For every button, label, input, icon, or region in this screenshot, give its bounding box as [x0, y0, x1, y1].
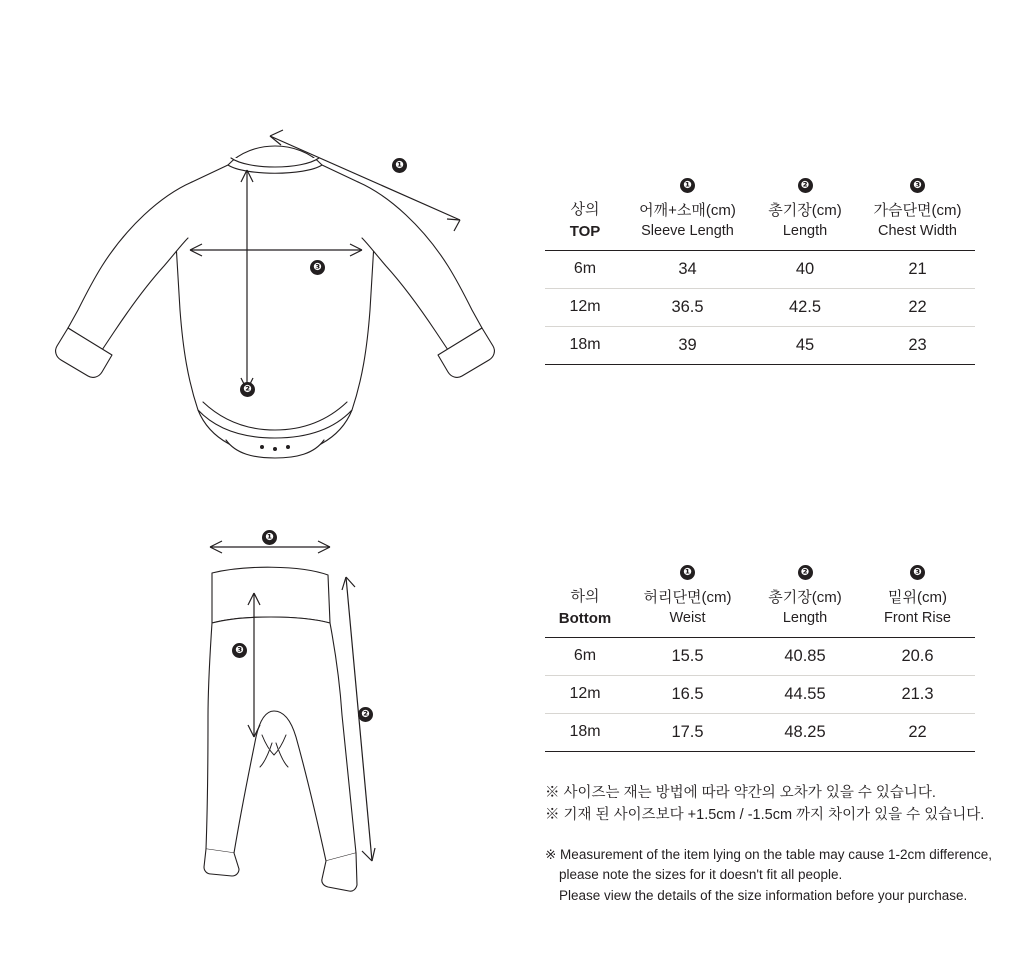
english-note-line-1: ※ Measurement of the item lying on the table may cause 1-2cm difference,	[545, 847, 993, 862]
korean-note-line-1: ※ 사이즈는 재는 방법에 따라 약간의 오차가 있을 수 있습니다.	[545, 785, 936, 801]
bottom-col1-ko: 허리단면(cm)	[643, 588, 732, 606]
english-note-line-2: please note the sizes for it doesn't fit all people.	[559, 867, 843, 883]
top-col1-en: Sleeve Length	[641, 223, 734, 240]
bottom-col2-ko: 총기장(cm)	[768, 588, 842, 606]
top-col2-header	[750, 199, 860, 250]
top-marker-2: ❷	[240, 382, 255, 397]
top-col1-ko: 어깨+소매(cm)	[639, 201, 736, 219]
bottom-marker-3: ❸	[232, 643, 247, 658]
table-row	[545, 637, 975, 675]
bottom-col3-en: Front Rise	[884, 610, 951, 627]
top-marker-3: ❸	[310, 260, 325, 275]
top-row2-sleeve: 36.5	[625, 288, 750, 326]
top-col1-badge	[625, 175, 750, 199]
top-row1-chest: 21	[860, 250, 975, 288]
badge-3: ❸	[910, 178, 925, 193]
bottom-size-table	[545, 562, 975, 752]
table-row	[545, 326, 975, 364]
bottom-col2-badge	[750, 562, 860, 586]
badge-2: ❷	[798, 565, 813, 580]
table-row	[545, 288, 975, 326]
korean-notes	[545, 782, 995, 827]
top-row2-chest: 22	[860, 288, 975, 326]
top-table-corner	[545, 175, 625, 199]
table-row	[545, 675, 975, 713]
top-row2-length: 42.5	[750, 288, 860, 326]
badge-2: ❷	[798, 178, 813, 193]
bottom-row2-waist: 16.5	[625, 675, 750, 713]
bottom-col3-ko: 밑위(cm)	[888, 588, 947, 606]
korean-note-line-2: ※ 기재 된 사이즈보다 +1.5cm / -1.5cm 까지 차이가 있을 수 있습니다.	[545, 807, 985, 824]
bottom-category-ko: 하의	[570, 588, 600, 605]
top-col2-ko: 총기장(cm)	[768, 201, 842, 219]
badge-3: ❸	[910, 565, 925, 580]
bottom-col2-en: Length	[782, 610, 828, 627]
top-row2-age: 12m	[545, 288, 625, 326]
top-marker-1: ❶	[392, 158, 407, 173]
top-col3-header	[860, 199, 975, 250]
badge-1: ❶	[680, 565, 695, 580]
top-col2-en: Length	[782, 223, 828, 240]
bodysuit-illustration	[40, 110, 510, 460]
top-col3-en: Chest Width	[878, 223, 957, 240]
table-row	[545, 250, 975, 288]
bottom-category-en: Bottom	[558, 609, 612, 627]
top-row3-chest: 23	[860, 326, 975, 364]
top-category-en: TOP	[569, 222, 601, 240]
english-notes	[545, 845, 1015, 906]
top-col1-header	[625, 199, 750, 250]
bottom-row2-age: 12m	[545, 675, 625, 713]
top-row3-length: 45	[750, 326, 860, 364]
bottom-marker-2: ❷	[358, 707, 373, 722]
bottom-row3-waist: 17.5	[625, 713, 750, 751]
bottom-row2-length: 44.55	[750, 675, 860, 713]
bottom-col3-header	[860, 586, 975, 637]
bottom-row1-waist: 15.5	[625, 637, 750, 675]
top-row3-sleeve: 39	[625, 326, 750, 364]
pants-illustration	[150, 505, 470, 905]
bottom-col1-badge	[625, 562, 750, 586]
top-col3-ko: 가슴단면(cm)	[873, 201, 962, 219]
bottom-row3-rise: 22	[860, 713, 975, 751]
top-category-ko: 상의	[570, 201, 600, 218]
top-col2-badge	[750, 175, 860, 199]
bottom-row3-age: 18m	[545, 713, 625, 751]
top-row1-age: 6m	[545, 250, 625, 288]
top-size-table	[545, 175, 975, 365]
table-row	[545, 713, 975, 751]
bottom-row3-length: 48.25	[750, 713, 860, 751]
bottom-col2-header	[750, 586, 860, 637]
bottom-row2-rise: 21.3	[860, 675, 975, 713]
top-col3-badge	[860, 175, 975, 199]
top-row1-length: 40	[750, 250, 860, 288]
english-note-line-3: Please view the details of the size information before your purchase.	[559, 887, 968, 903]
bottom-category-header	[545, 586, 625, 637]
bottom-row1-length: 40.85	[750, 637, 860, 675]
top-row3-age: 18m	[545, 326, 625, 364]
bottom-row1-rise: 20.6	[860, 637, 975, 675]
badge-1: ❶	[680, 178, 695, 193]
top-category-header	[545, 199, 625, 250]
bottom-row1-age: 6m	[545, 637, 625, 675]
bottom-col1-header	[625, 586, 750, 637]
bottom-table-corner	[545, 562, 625, 586]
bottom-col1-en: Weist	[669, 610, 706, 627]
bottom-marker-1: ❶	[262, 530, 277, 545]
top-row1-sleeve: 34	[625, 250, 750, 288]
bottom-col3-badge	[860, 562, 975, 586]
